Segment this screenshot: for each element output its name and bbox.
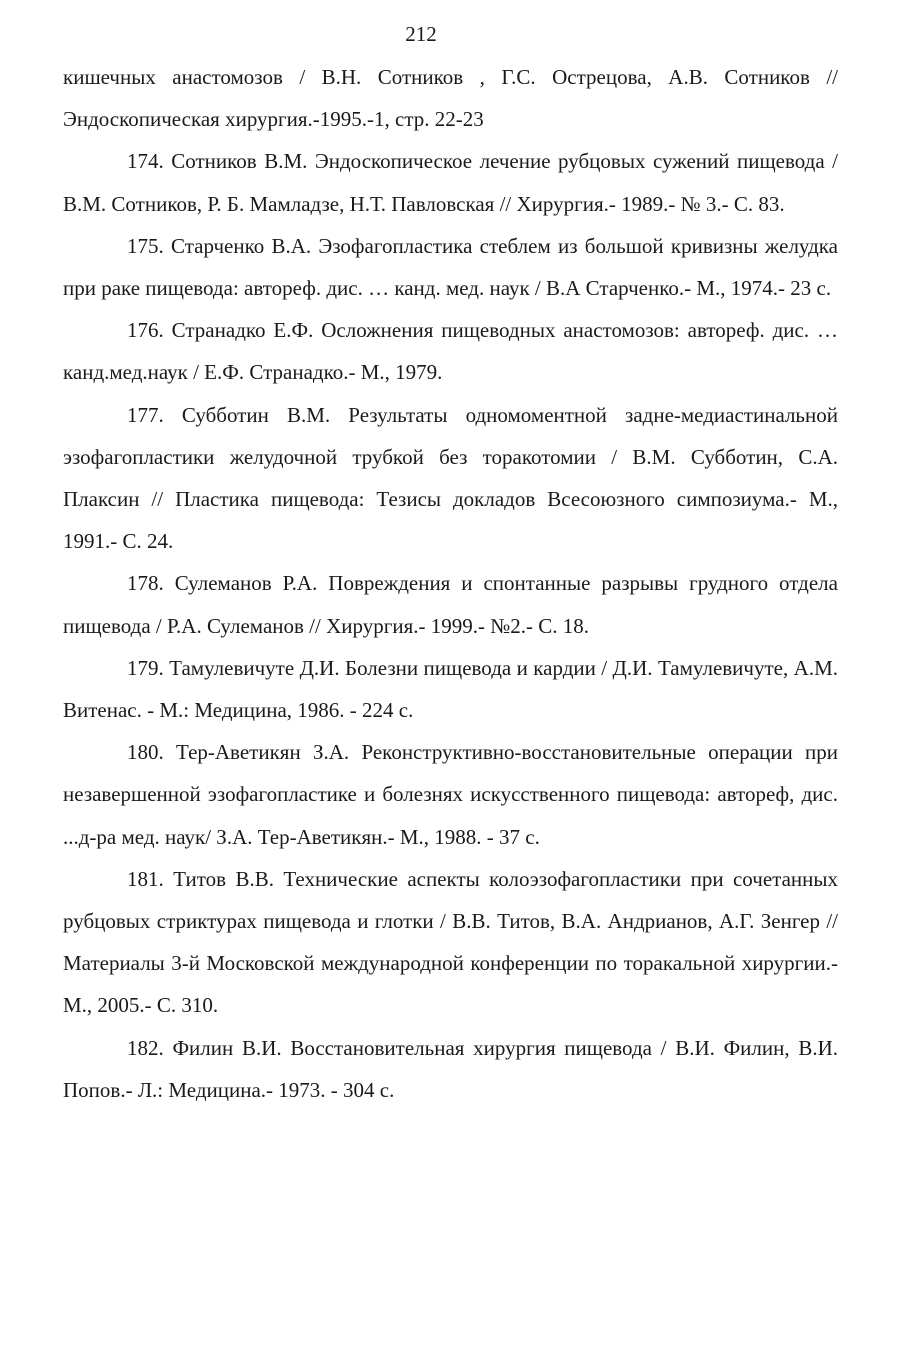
reference-list bbox=[63, 56, 838, 1111]
reference-179: 179. Тамулевичуте Д.И. Болезни пищевода и кардии / Д.И. Тамулевичуте, А.М. Витенас. - М.: Медицина, 1986. - 224 с. bbox=[63, 655, 838, 723]
continued-reference: кишечных анастомозов / В.Н. Сотников , Г.С. Острецова, А.В. Сотников // Эндоскопическая хирургия.-1995.-1, стр. 22-23 bbox=[63, 65, 838, 132]
reference-181: 181. Титов В.В. Технические аспекты колоэзофагопластики при сочетанных рубцовых стриктурах пищевода и глотки / В.В. Титов, В.А. Андрианов, А.Г. Зенгер // Материалы 3-й Московской международной конференции по торакальной хирургии.- М., 2005.- С. 310. bbox=[63, 866, 838, 1018]
reference-178: 178. Сулеманов Р.А. Повреждения и спонтанные разрывы грудного отдела пищевода / Р.А. Сулеманов // Хирургия.- 1999.- №2.- С. 18. bbox=[63, 571, 838, 638]
page-number: 212 bbox=[405, 22, 437, 46]
reference-182: 182. Филин В.И. Восстановительная хирургия пищевода / В.И. Филин, В.И. Попов.- Л.: Медицина.- 1973. - 304 с. bbox=[63, 1035, 838, 1102]
reference-180: 180. Тер-Аветикян З.А. Реконструктивно-восстановительные операции при незавершенной эзофагопластике и болезнях искусственного пищевода: автореф, дис. ...д-ра мед. наук/ З.А. Тер-Аветикян.- М., 1988. - 37 с. bbox=[63, 740, 838, 849]
reference-174: 174. Сотников В.М. Эндоскопическое лечение рубцовых сужений пищевода / В.М. Сотников, Р. Б. Мамладзе, Н.Т. Павловская // Хирургия.- 1989.- № 3.- С. 83. bbox=[63, 149, 838, 216]
reference-176: 176. Странадко Е.Ф. Осложнения пищеводных анастомозов: автореф. дис. … канд.мед.наук / Е.Ф. Странадко.- М., 1979. bbox=[63, 318, 838, 385]
reference-177: 177. Субботин В.М. Результаты одномоментной задне-медиастинальной эзофагопластики желудочной трубкой без торакотомии / В.М. Субботин, С.А. Плаксин // Пластика пищевода: Тезисы докладов Всесоюзного симпозиума.- М., 1991.- С. 24. bbox=[63, 402, 838, 554]
reference-175: 175. Старченко В.А. Эзофагопластика стеблем из большой кривизны желудка при раке пищевода: автореф. дис. … канд. мед. наук / В.А Старченко.- М., 1974.- 23 с. bbox=[63, 233, 838, 301]
